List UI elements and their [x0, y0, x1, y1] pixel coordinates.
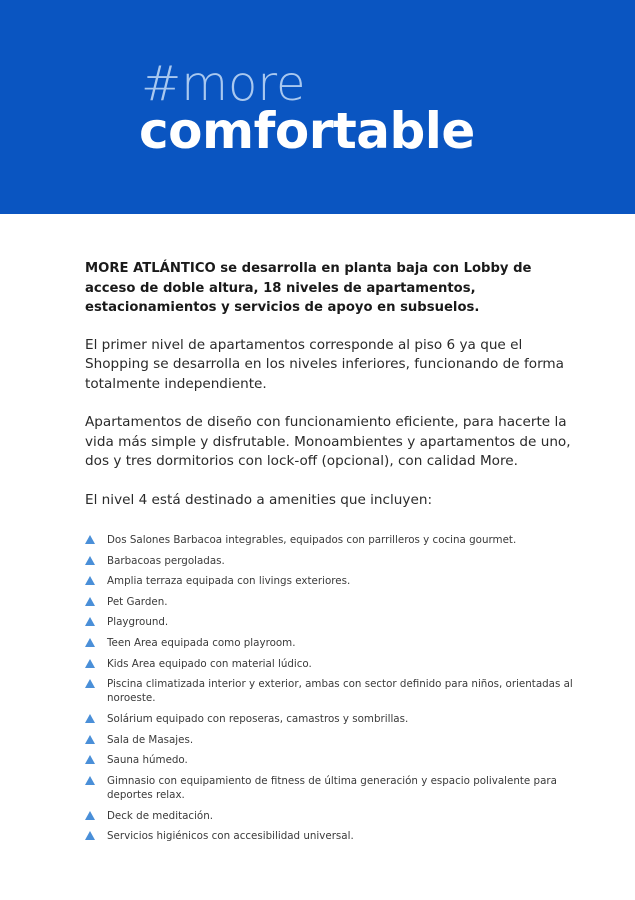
amenity-item — [85, 657, 585, 671]
amenity-item — [85, 809, 585, 823]
amenity-text: Amplia terraza equipada con livings exteriores. — [107, 575, 351, 588]
triangle-bullet-icon — [85, 576, 95, 585]
amenity-text: Dos Salones Barbacoa integrables, equipados con parrilleros y cocina gourmet. — [107, 534, 517, 546]
paragraph-first-level: El primer nivel de apartamentos corresponde al piso 6 ya que el Shopping se desarrolla en los niveles inferiores, funcionando de forma totalmente independiente. — [85, 336, 564, 392]
amenity-item — [85, 774, 585, 802]
intro-paragraph: MORE ATLÁNTICO se desarrolla en planta baja con Lobby de acceso de doble altura, 18 niveles de apartamentos, estacionamientos y servicios de apoyo en subsuelos. — [85, 261, 532, 315]
amenity-item — [85, 677, 585, 705]
triangle-bullet-icon — [85, 714, 95, 723]
amenity-item — [85, 574, 585, 588]
amenity-item — [85, 636, 585, 650]
triangle-bullet-icon — [85, 535, 95, 544]
amenity-text: Teen Area equipada como playroom. — [107, 636, 296, 649]
triangle-bullet-icon — [85, 735, 95, 744]
amenity-text: Barbacoas pergoladas. — [107, 554, 225, 567]
hero-banner — [0, 0, 635, 214]
hero-hashtag: #more — [141, 56, 306, 112]
amenity-text: Deck de meditación. — [107, 809, 214, 822]
paragraph-amenities-intro: El nivel 4 está destinado a amenities que incluyen: — [85, 491, 433, 508]
triangle-bullet-icon — [85, 831, 95, 840]
amenity-item — [85, 829, 585, 843]
amenity-item — [85, 753, 585, 767]
amenity-item — [85, 712, 585, 726]
hero-title: comfortable — [139, 102, 475, 160]
amenity-text: Piscina climatizada interior y exterior, ambas con sector definido para niños, orientadas al noroeste. — [107, 678, 573, 705]
amenity-text: Kids Area equipado con material lúdico. — [107, 657, 312, 670]
amenity-item — [85, 554, 585, 568]
amenity-text: Playground. — [107, 616, 169, 629]
triangle-bullet-icon — [85, 638, 95, 647]
triangle-bullet-icon — [85, 776, 95, 785]
amenity-item — [85, 533, 585, 547]
amenity-item — [85, 733, 585, 747]
triangle-bullet-icon — [85, 679, 95, 688]
paragraph-apartments: Apartamentos de diseño con funcionamiento eficiente, para hacerte la vida más simple y disfrutable. Monoambientes y apartamentos de uno, dos y tres dormitorios con lock-off (opcional), con calidad More. — [85, 414, 571, 469]
triangle-bullet-icon — [85, 811, 95, 820]
amenity-text: Gimnasio con equipamiento de fitness de última generación y espacio polivalente para deportes relax. — [107, 774, 557, 801]
main-content — [85, 259, 585, 850]
amenity-text: Sala de Masajes. — [107, 733, 194, 746]
amenity-text: Pet Garden. — [107, 595, 168, 608]
amenity-item — [85, 615, 585, 629]
triangle-bullet-icon — [85, 755, 95, 764]
amenity-text: Solárium equipado con reposeras, camastros y sombrillas. — [107, 712, 409, 725]
triangle-bullet-icon — [85, 659, 95, 668]
triangle-bullet-icon — [85, 597, 95, 606]
triangle-bullet-icon — [85, 617, 95, 626]
amenity-text: Sauna húmedo. — [107, 754, 188, 767]
amenity-item — [85, 595, 585, 609]
amenity-text: Servicios higiénicos con accesibilidad universal. — [107, 830, 354, 843]
amenities-list — [85, 533, 585, 843]
triangle-bullet-icon — [85, 556, 95, 565]
